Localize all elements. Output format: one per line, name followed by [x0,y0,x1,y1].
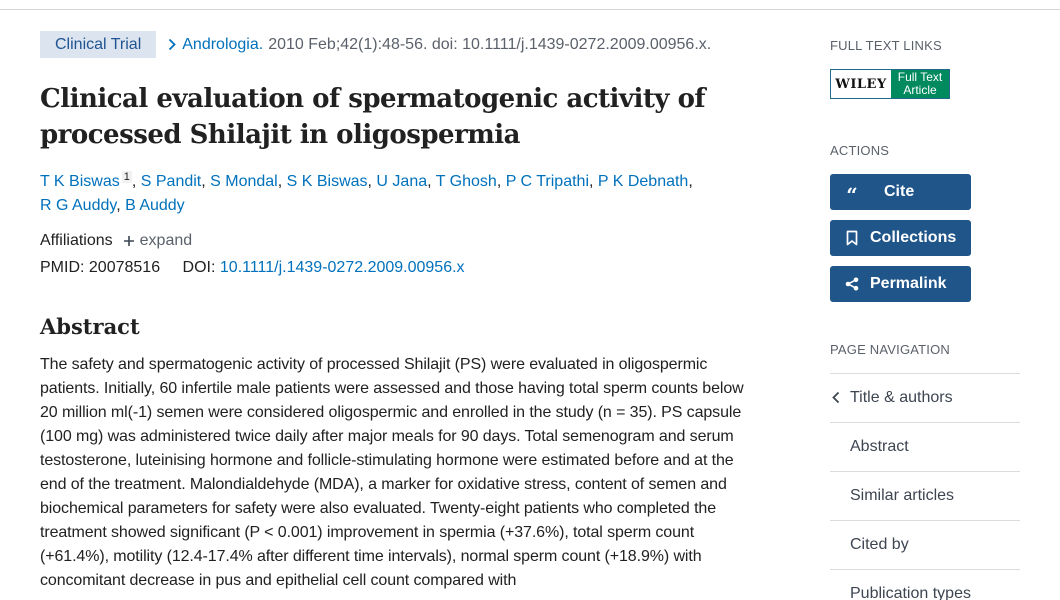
author-link[interactable]: B Auddy [125,197,185,214]
author-link[interactable]: T Ghosh [435,173,497,190]
author-link[interactable]: S Pandit [140,173,202,190]
nav-item-label: Abstract [850,438,909,455]
citation-details: 2010 Feb;42(1):48-56. doi: 10.1111/j.1439-0272.2009.00956.x. [268,35,712,53]
doi-label: DOI: [182,259,216,276]
page-navigation [830,373,1020,600]
collections-button[interactable] [830,220,971,256]
quote-icon: “ [846,183,858,207]
nav-item-label: Cited by [850,536,909,553]
permalink-button[interactable] [830,266,971,302]
expand-affiliations-button[interactable] [123,229,193,253]
sidebar [830,38,1020,600]
pmid-label: PMID: [40,259,85,276]
header-divider [0,9,1060,10]
nav-item-label: Title & authors [850,389,953,406]
nav-item-abstract[interactable] [830,423,1020,472]
actions-heading: ACTIONS [830,143,890,158]
page-navigation-heading: PAGE NAVIGATION [830,342,951,357]
nav-item-publication-types[interactable] [830,570,1020,600]
chevron-right-icon[interactable] [168,38,176,51]
abstract-heading: Abstract [40,314,140,339]
actions-group [830,174,1020,302]
bookmark-icon [844,230,860,246]
article-title: Clinical evaluation of spermatogenic activity of processed Shilajit in oligospermia [40,84,706,150]
journal-link[interactable]: Andrologia. [182,35,264,53]
expand-label: expand [139,232,193,249]
permalink-label: Permalink [870,275,947,292]
pmid-value: 20078516 [88,259,161,276]
authors-list: T K Biswas $^1$ , S Pandit, S Mondal, S K Biswas, U Jana, T Ghosh, P C Tripathi, P K Debnath, R G Auddy, B Auddy [40,171,693,214]
author-link[interactable]: S Mondal [210,173,278,190]
abstract-text: The safety and spermatogenic activity of processed Shilajit (PS) were evaluated in oligospermic patients. Initially, 60 infertile male patients were assessed and those having total sperm counts below 20 million ml(-1) semen were considered oligospermic and enrolled in the study (n = 35). PS capsule (100 mg) was administered twice daily after major meals for 90 days. Total semenogram and serum testosterone, luteinising hormone and follicle-stimulating hormone were estimated before and at the end of the treatment. Malondialdehyde (MDA), a marker for oxidative stress, content of semen and biochemical parameters for safety were also evaluated. Twenty-eight patients who completed the treatment showed significant (P < 0.001) improvement in spermia (+37.6%), total sperm count (+61.4%), motility (12.4-17.4% after different time intervals), normal sperm count (+18.9%) with concomitant decrease in pus and epithelial cell count compared with [40,356,744,589]
affiliation-ref[interactable]: 1 [123,171,130,183]
plus-icon [123,235,135,247]
identifiers-row [40,256,760,280]
full-text-line2: Article [903,83,937,97]
author-link[interactable]: P K Debnath [597,173,689,190]
affiliations-label: Affiliations [40,232,113,249]
author-link[interactable]: S K Biswas [286,173,368,190]
publication-type-badge: Clinical Trial [40,31,156,58]
chevron-left-icon [832,391,840,409]
nav-item-label: Publication types [850,585,971,600]
full-text-line1: Full Text [897,70,943,84]
full-text-article-label [891,70,949,98]
wiley-full-text-link[interactable] [830,69,950,99]
author-link[interactable]: P C Tripathi [505,173,589,190]
nav-item-title-authors[interactable] [830,374,1020,423]
author-link[interactable]: T K Biswas [40,173,120,190]
author-link[interactable]: R G Auddy [40,197,117,214]
nav-item-label: Similar articles [850,487,955,504]
collections-label: Collections [870,229,957,246]
doi-link[interactable]: 10.1111/j.1439-0272.2009.00956.x [219,259,465,276]
citation-row [40,31,760,58]
affiliations-row [40,229,760,253]
cite-button[interactable] [830,174,971,210]
article-main [40,31,760,593]
wiley-logo: WILEY [831,70,891,98]
nav-item-cited-by[interactable] [830,521,1020,570]
cite-label: Cite [884,183,915,200]
share-icon [844,277,860,291]
author-link[interactable]: U Jana [376,173,428,190]
full-text-links-heading: FULL TEXT LINKS [830,38,942,53]
nav-item-similar-articles[interactable] [830,472,1020,521]
